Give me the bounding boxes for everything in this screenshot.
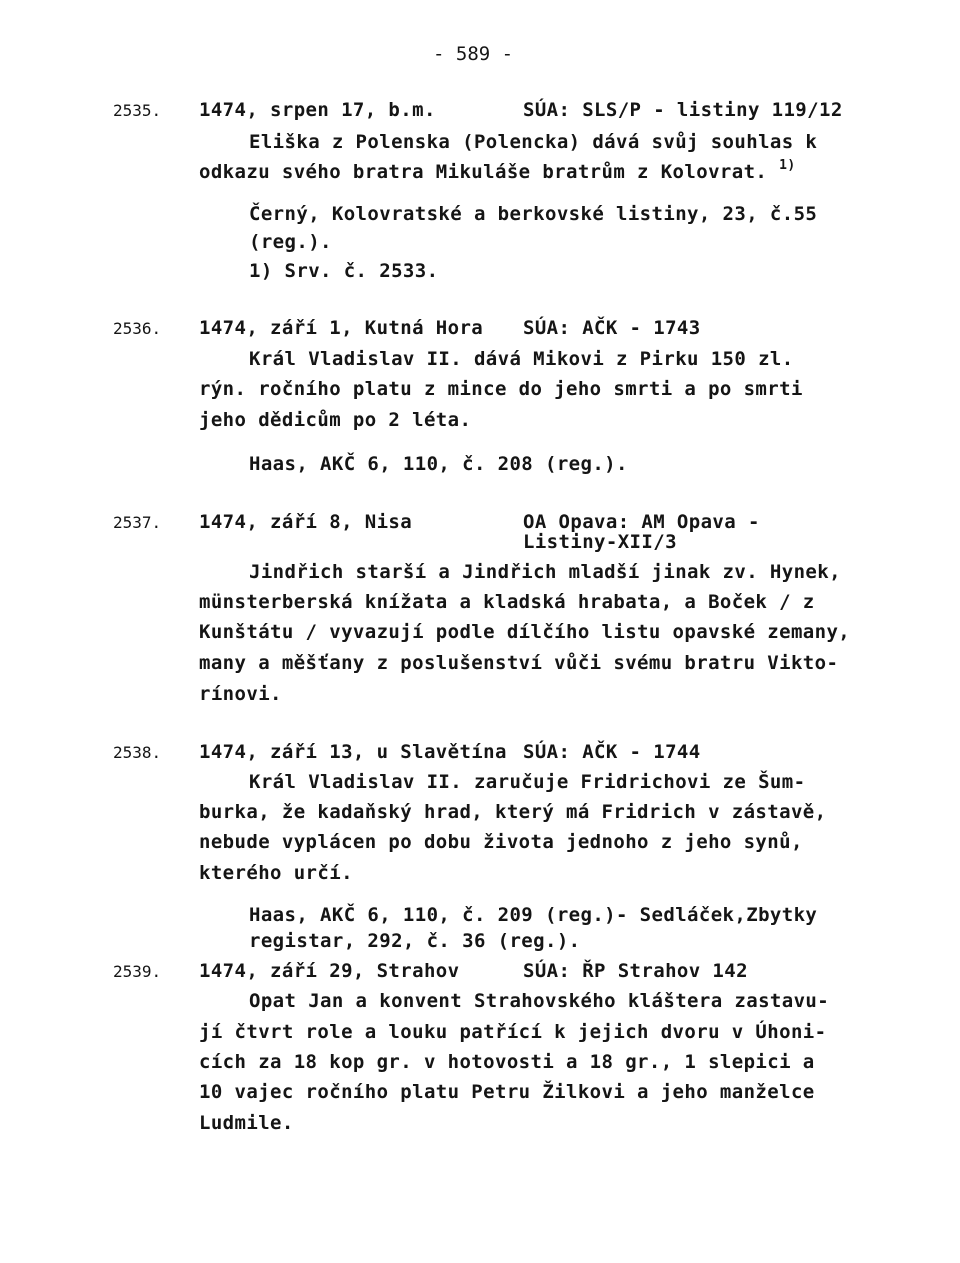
entry-text-line: jeho dědicům po 2 léta. xyxy=(199,409,472,431)
entry-reference: Haas, AKČ 6, 110, č. 209 (reg.)- Sedláček,Zbytky xyxy=(249,904,818,926)
entry-date-place: 1474, srpen 17, b.m. xyxy=(199,99,436,121)
entry-archive: SÚA: SLS/P - listiny 119/12 xyxy=(523,99,843,121)
entry-number: 2536. xyxy=(113,319,162,338)
entry-archive: SÚA: AČK - 1744 xyxy=(523,741,701,763)
entry-text-line: many a měšťany z poslušenství vůči svému bratru Vikto- xyxy=(199,652,839,674)
entry-archive: Listiny-XII/3 xyxy=(523,531,677,553)
entry-text-line: münsterberská knížata a kladská hrabata, a Boček / z xyxy=(199,591,815,613)
entry-archive: SÚA: AČK - 1743 xyxy=(523,317,701,339)
entry-number: 2535. xyxy=(113,101,162,120)
entry-text-line: kterého určí. xyxy=(199,862,353,884)
entry-text-line: nebude vyplácen po dobu života jednoho z jeho synů, xyxy=(199,831,803,853)
entry-text-line: burka, že kadaňský hrad, který má Fridrich v zástavě, xyxy=(199,801,827,823)
entry-text-line xyxy=(199,160,796,184)
entry-text-line: Eliška z Polenska (Polencka) dává svůj souhlas k xyxy=(249,131,818,153)
entry-date-place: 1474, září 1, Kutná Hora xyxy=(199,317,484,339)
entry-text-content: odkazu svého bratra Mikuláše bratrům z Kolovrat. xyxy=(199,161,768,183)
entry-number: 2538. xyxy=(113,743,162,762)
entry-archive: OA Opava: AM Opava - xyxy=(523,511,760,533)
entry-text-line: Opat Jan a konvent Strahovského kláštera zastavu- xyxy=(249,990,830,1012)
entry-text-line: Ludmile. xyxy=(199,1112,294,1134)
entry-date-place: 1474, září 13, u Slavětína xyxy=(199,741,507,763)
entry-archive: SÚA: ŘP Strahov 142 xyxy=(523,960,748,982)
entry-number: 2539. xyxy=(113,962,162,981)
footnote-text: 1) Srv. č. 2533. xyxy=(249,260,439,282)
footnote-marker: 1) xyxy=(779,158,796,173)
entry-reference: (reg.). xyxy=(249,231,332,253)
entry-text-line: Kunštátu / vyvazují podle dílčího listu opavské zemany, xyxy=(199,621,851,643)
entry-date-place: 1474, září 29, Strahov xyxy=(199,960,460,982)
entry-text-line: Jindřich starší a Jindřich mladší jinak zv. Hynek, xyxy=(249,561,841,583)
entry-text-line: Král Vladislav II. zaručuje Fridrichovi ze Šum- xyxy=(249,771,806,793)
entry-text-line: 10 vajec ročního platu Petru Žilkovi a jeho manželce xyxy=(199,1081,815,1103)
page-number: - 589 - xyxy=(433,43,514,65)
entry-date-place: 1474, září 8, Nisa xyxy=(199,511,413,533)
entry-reference: registar, 292, č. 36 (reg.). xyxy=(249,930,581,952)
entry-number: 2537. xyxy=(113,513,162,532)
entry-text-line: jí čtvrt role a louku patřící k jejich dvoru v Úhoni- xyxy=(199,1021,827,1043)
entry-text-line: cích za 18 kop gr. v hotovosti a 18 gr., 1 slepici a xyxy=(199,1051,815,1073)
entry-reference: Černý, Kolovratské a berkovské listiny, 23, č.55 xyxy=(249,203,818,225)
entry-text-line: Král Vladislav II. dává Mikovi z Pirku 150 zl. xyxy=(249,348,794,370)
entry-text-line: rýn. ročního platu z mince do jeho smrti a po smrti xyxy=(199,378,803,400)
entry-text-line: rínovi. xyxy=(199,683,282,705)
entry-reference: Haas, AKČ 6, 110, č. 208 (reg.). xyxy=(249,453,628,475)
